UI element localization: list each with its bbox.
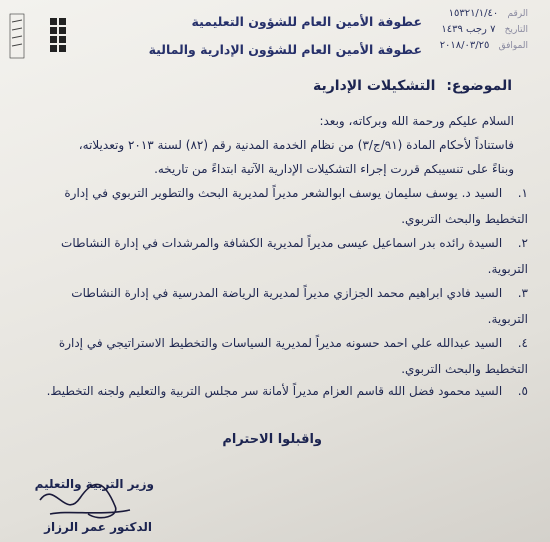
ref-corr-row [440, 40, 528, 51]
list-item [28, 280, 528, 332]
closing-line: واقبلوا الاحترام [222, 432, 322, 447]
body-line-1: فاستناداً لأحكام المادة (٩١/ج/٣) من نظام الخدمة المدنية رقم (٨٢) لسنة ٢٠١٣ وتعديلاته، [78, 138, 514, 152]
list-item [28, 230, 528, 282]
list-item-text: السيد عبدالله علي احمد حسونه مديراً لمديرية السياسات والتخطيط الاستراتيجي في إدارة التخطيط والبحث التربوي. [58, 336, 528, 376]
list-item-number: ٤. [517, 336, 528, 350]
ref-date-label: التاريخ [504, 25, 528, 35]
body-line-2: وبناءً على تنسيبكم قررت إجراء التشكيلات الإدارية الآتية ابتداءً من تاريخه. [154, 162, 514, 176]
signatory-name: الدكتور عمر الرزاز [44, 520, 152, 534]
list-item-number: ١. [517, 186, 528, 200]
addressee-line-1: عطوفة الأمين العام للشؤون التعليمية [191, 14, 422, 29]
list-item-number: ٢. [517, 236, 528, 250]
ref-corr-label: الموافق [498, 41, 528, 51]
ministry-logo-icon [8, 12, 70, 60]
list-item-number: ٥. [517, 384, 528, 398]
greeting: السلام عليكم ورحمة الله وبركاته، وبعد: [319, 114, 514, 128]
ref-number: ١٥٣٢١/١/٤٠ [448, 8, 499, 19]
ref-date-row [441, 24, 528, 35]
list-item-number: ٣. [517, 286, 528, 300]
ref-number-label: الرقم [507, 9, 528, 19]
signatory-title: وزير التربية والتعليم [34, 477, 154, 491]
list-item-text: السيد محمود فضل الله قاسم العزام مديراً لأمانة سر مجلس التربية والتعليم ولجنه التخطيط. [46, 384, 503, 398]
list-item [28, 378, 528, 404]
subject-line [313, 78, 512, 94]
ref-number-row [449, 8, 528, 19]
ref-date-greg: ٢٠١٨/٠٣/٢٥ [439, 40, 490, 51]
list-item [28, 180, 528, 232]
subject-text: التشكيلات الإدارية [312, 78, 436, 94]
list-item-text: السيدة رائده بدر اسماعيل عيسى مديراً لمديرية الكشافة والمرشدات في إدارة النشاطات التربوية. [61, 236, 528, 276]
list-item-text: السيد د. يوسف سليمان يوسف ابوالشعر مديراً لمديرية البحث والتطوير التربوي في إدارة التخطيط والبحث التربوي. [64, 186, 528, 226]
addressee-line-2: عطوفة الأمين العام للشؤون الإدارية والمالية [148, 42, 422, 57]
ref-date-hijri: ٧ رجب ١٤٣٩ [441, 24, 496, 35]
list-item [28, 330, 528, 382]
subject-label: الموضوع: [446, 78, 512, 94]
list-item-text: السيد فادي ابراهيم محمد الجزازي مديراً لمديرية الرياضة المدرسية في إدارة النشاطات التربوية. [71, 286, 528, 326]
